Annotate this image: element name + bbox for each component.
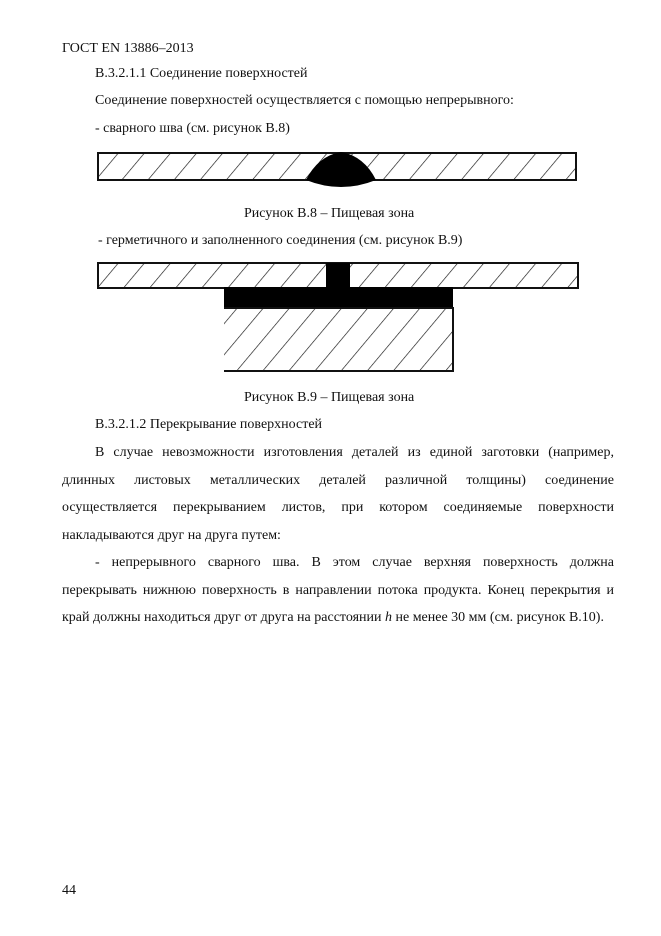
- overlap-paragraph: В случае невозможности изготовления деталей из единой заготовки (например, длинных листовых металлических деталей различной толщины) соединение осуществляется перекрыванием листов, при котором соединяемые поверхности накладываются друг на друга путем:: [62, 445, 614, 543]
- page-number: 44: [62, 883, 76, 898]
- standard-header: ГОСТ EN 13886–2013: [62, 41, 194, 56]
- section-heading-overlap: B.3.2.1.2 Перекрывание поверхностей: [95, 417, 323, 432]
- list-item-sealed: - герметичного и заполненного соединения (см. рисунок В.9): [98, 233, 463, 248]
- figure-b8-weld-drawing: [96, 148, 580, 194]
- section-heading-joining: B.3.2.1.1 Соединение поверхностей: [95, 66, 308, 81]
- intro-text: Соединение поверхностей осуществляется с помощью непрерывного:: [95, 93, 514, 108]
- figure-b9-sealed-joint-drawing: [96, 258, 582, 376]
- weld-text-end: не менее 30 мм (см. рисунок В.10).: [395, 610, 604, 625]
- list-item-weld: - сварного шва (см. рисунок В.8): [95, 121, 290, 136]
- distance-variable: h: [384, 610, 392, 625]
- figure-b8-caption: Рисунок В.8 – Пищевая зона: [244, 206, 415, 221]
- weld-overlap-paragraph: [62, 549, 614, 632]
- weld-text-start: - непрерывного сварного шва. В этом случае верхняя поверхность должна перекрывать нижнюю поверхность в направлении потока продукта. Конец перекрытия и край должны находиться друг от друга на расстоянии: [62, 555, 614, 625]
- figure-b9-caption: Рисунок В.9 – Пищевая зона: [244, 390, 415, 405]
